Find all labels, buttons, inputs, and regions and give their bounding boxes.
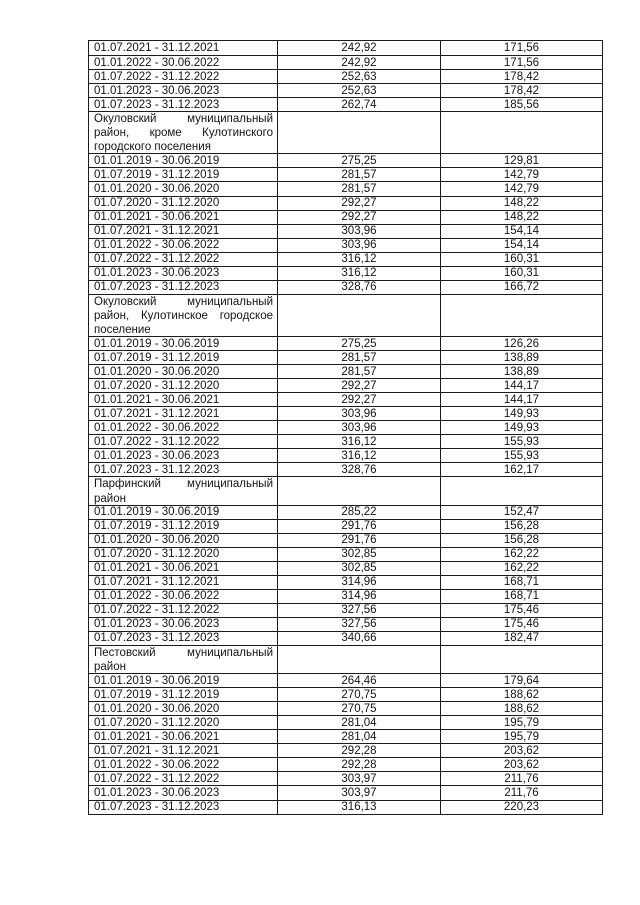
period-cell: 01.07.2023 - 31.12.2023 [89,632,278,645]
period-cell: 01.01.2023 - 30.06.2023 [89,786,278,799]
table-row [89,603,602,617]
column-3-value: 175,46 [503,618,540,631]
column-2-value: 281,57 [278,351,441,364]
column-3-value: 171,56 [503,42,540,55]
table-row [89,336,602,350]
column-2-value: 303,96 [278,225,441,238]
period-cell: 01.01.2022 - 30.06.2022 [89,590,278,603]
table-row [89,55,602,69]
period-cell: 01.07.2019 - 31.12.2019 [89,688,278,701]
table-row [89,392,602,406]
group-title-line: район [94,492,126,505]
table-row [89,238,602,252]
column-2-value: 292,27 [278,379,441,392]
period-cell: 01.01.2022 - 30.06.2022 [89,239,278,252]
column-2-value: 316,12 [278,267,441,280]
column-3-value: 142,79 [503,182,540,195]
group-header-row [89,645,602,673]
column-2-value: 303,96 [278,421,441,434]
column-3-value: 160,31 [503,253,540,266]
data-table [88,40,603,815]
period-cell: 01.07.2019 - 31.12.2019 [89,351,278,364]
table-row [89,97,602,111]
column-3-value: 155,93 [503,435,540,448]
table-row [89,448,602,462]
column-3-value: 156,28 [503,534,540,547]
column-2-value: 303,96 [278,407,441,420]
empty-cell [441,112,602,153]
table-row [89,196,602,210]
column-2-value: 262,74 [278,98,441,111]
group-title-line: район, Кулотинское городское [94,309,273,322]
column-3-value: 149,93 [503,407,540,420]
column-2-value: 292,28 [278,758,441,771]
column-2-value: 291,76 [278,534,441,547]
period-cell: 01.01.2023 - 30.06.2023 [89,84,278,97]
column-2-value: 281,04 [278,730,441,743]
column-2-value: 327,56 [278,604,441,617]
period-cell: 01.01.2023 - 30.06.2023 [89,618,278,631]
period-cell: 01.01.2022 - 30.06.2022 [89,421,278,434]
period-cell: 01.01.2022 - 30.06.2022 [89,56,278,69]
group-title-line: Окуловский муниципальный [94,295,273,308]
table-row [89,181,602,195]
table-row [89,533,602,547]
group-title-line: Пестовский муниципальный [94,647,273,660]
period-cell: 01.01.2019 - 30.06.2019 [89,506,278,519]
table-row [89,41,602,55]
column-3-value: 162,17 [503,463,540,476]
period-cell: 01.01.2020 - 30.06.2020 [89,365,278,378]
column-3-value: 155,93 [503,449,540,462]
empty-cell [278,646,441,673]
column-2-value: 270,75 [278,688,441,701]
column-3-value: 195,79 [503,716,540,729]
column-3-value: 168,71 [503,576,540,589]
column-3-value: 171,56 [503,56,540,69]
column-2-value: 275,25 [278,337,441,350]
column-2-value: 264,46 [278,674,441,687]
table-row [89,378,602,392]
column-2-value: 302,85 [278,562,441,575]
column-2-value: 275,25 [278,154,441,167]
column-2-value: 303,97 [278,772,441,785]
period-cell: 01.07.2021 - 31.12.2021 [89,41,278,55]
column-3-value: 138,89 [503,365,540,378]
column-2-value: 340,66 [278,632,441,645]
period-cell: 01.07.2021 - 31.12.2021 [89,576,278,589]
period-cell: 01.01.2021 - 30.06.2021 [89,562,278,575]
table-row [89,350,602,364]
column-2-value: 303,96 [278,239,441,252]
column-2-value: 292,27 [278,393,441,406]
column-3-value: 160,31 [503,267,540,280]
table-row [89,83,602,97]
column-3-value: 188,62 [503,688,540,701]
column-3-value: 156,28 [503,520,540,533]
column-3-value: 148,22 [503,211,540,224]
column-3-value: 144,17 [503,393,540,406]
column-2-value: 252,63 [278,84,441,97]
table-row [89,631,602,645]
group-title-line: район [94,661,126,674]
table-row [89,771,602,785]
table-row [89,505,602,519]
column-2-value: 242,92 [278,41,441,55]
table-row [89,729,602,743]
period-cell: 01.07.2020 - 31.12.2020 [89,716,278,729]
period-cell: 01.01.2019 - 30.06.2019 [89,674,278,687]
empty-cell [278,112,441,153]
period-cell: 01.07.2023 - 31.12.2023 [89,463,278,476]
period-cell: 01.07.2020 - 31.12.2020 [89,379,278,392]
table-row [89,785,602,799]
column-3-value: 175,46 [503,604,540,617]
column-2-value: 281,57 [278,168,441,181]
column-3-value: 179,64 [503,674,540,687]
period-cell: 01.01.2019 - 30.06.2019 [89,154,278,167]
column-3-value: 142,79 [503,168,540,181]
column-2-value: 270,75 [278,702,441,715]
column-3-value: 178,42 [503,84,540,97]
column-2-value: 281,57 [278,365,441,378]
table-row [89,167,602,181]
period-cell: 01.07.2020 - 31.12.2020 [89,197,278,210]
column-2-value: 316,12 [278,253,441,266]
column-2-value: 328,76 [278,463,441,476]
table-row [89,519,602,533]
table-row [89,280,602,294]
period-cell: 01.01.2019 - 30.06.2019 [89,337,278,350]
period-cell: 01.01.2021 - 30.06.2021 [89,393,278,406]
table-row [89,406,602,420]
column-2-value: 327,56 [278,618,441,631]
column-3-value: 138,89 [503,351,540,364]
group-title-cell [89,295,278,336]
period-cell: 01.07.2020 - 31.12.2020 [89,548,278,561]
group-title-line: городского поселения [94,141,211,154]
column-3-value: 195,79 [503,730,540,743]
column-3-value: 149,93 [503,421,540,434]
table-row [89,420,602,434]
table-row [89,589,602,603]
table-row [89,547,602,561]
column-2-value: 285,22 [278,506,441,519]
table-row [89,462,602,476]
column-2-value: 328,76 [278,281,441,294]
column-3-value: 211,76 [504,787,539,799]
column-2-value: 291,76 [278,520,441,533]
group-header-row [89,294,602,336]
period-cell: 01.01.2023 - 30.06.2023 [89,449,278,462]
table-row [89,617,602,631]
table-row [89,224,602,238]
column-3-value: 126,26 [503,337,540,350]
table-row [89,757,602,771]
column-3-value: 166,72 [503,281,540,294]
empty-cell [441,646,602,673]
empty-cell [441,477,602,504]
period-cell: 01.07.2019 - 31.12.2019 [89,168,278,181]
period-cell: 01.01.2022 - 30.06.2022 [89,758,278,771]
group-title-line: Окуловский муниципальный [94,113,273,126]
period-cell: 01.07.2019 - 31.12.2019 [89,520,278,533]
table-row [89,434,602,448]
period-cell: 01.07.2022 - 31.12.2022 [89,253,278,266]
column-3-value: 162,22 [503,562,540,575]
empty-cell [278,477,441,504]
column-2-value: 281,04 [278,716,441,729]
period-cell: 01.01.2020 - 30.06.2020 [89,702,278,715]
table-row [89,715,602,729]
column-3-value: 152,47 [503,506,540,519]
column-3-value: 188,62 [503,702,540,715]
column-3-value: 182,47 [503,632,540,645]
table-row [89,252,602,266]
column-2-value: 316,13 [278,801,441,814]
table-row [89,575,602,589]
column-3-value: 144,17 [503,379,540,392]
group-title-line: поселение [94,323,151,336]
column-2-value: 242,92 [278,56,441,69]
column-2-value: 302,85 [278,548,441,561]
table-row [89,701,602,715]
column-3-value: 129,81 [503,154,540,167]
period-cell: 01.01.2020 - 30.06.2020 [89,182,278,195]
table-row [89,69,602,83]
group-title-cell [89,646,278,673]
group-title-line: район, кроме Кулотинского [94,127,273,140]
column-3-value: 148,22 [503,197,540,210]
period-cell: 01.01.2020 - 30.06.2020 [89,534,278,547]
column-2-value: 281,57 [278,182,441,195]
column-3-value: 168,71 [503,590,540,603]
group-header-row [89,476,602,504]
column-3-value: 154,14 [503,225,540,238]
period-cell: 01.07.2021 - 31.12.2021 [89,225,278,238]
empty-cell [441,295,602,336]
group-title-cell [89,112,278,153]
column-3-value: 203,62 [503,744,540,757]
column-2-value: 252,63 [278,70,441,83]
column-2-value: 314,96 [278,590,441,603]
period-cell: 01.07.2022 - 31.12.2022 [89,604,278,617]
column-3-value: 220,23 [503,801,540,814]
period-cell: 01.01.2021 - 30.06.2021 [89,730,278,743]
period-cell: 01.01.2021 - 30.06.2021 [89,211,278,224]
table-row [89,673,602,687]
table-row [89,153,602,167]
column-2-value: 292,27 [278,197,441,210]
empty-cell [278,295,441,336]
column-2-value: 316,12 [278,435,441,448]
column-3-value: 203,62 [503,758,540,771]
column-2-value: 292,28 [278,744,441,757]
column-2-value: 292,27 [278,211,441,224]
column-3-value: 211,76 [504,772,539,785]
column-3-value: 185,56 [503,98,540,111]
period-cell: 01.07.2023 - 31.12.2023 [89,281,278,294]
table-row [89,743,602,757]
column-3-value: 162,22 [503,548,540,561]
period-cell: 01.07.2022 - 31.12.2022 [89,435,278,448]
period-cell: 01.07.2023 - 31.12.2023 [89,98,278,111]
period-cell: 01.07.2022 - 31.12.2022 [89,70,278,83]
period-cell: 01.01.2023 - 30.06.2023 [89,267,278,280]
group-title-cell [89,477,278,504]
column-2-value: 314,96 [278,576,441,589]
table-row [89,266,602,280]
column-3-value: 178,42 [503,70,540,83]
table-row [89,800,602,814]
period-cell: 01.07.2022 - 31.12.2022 [89,772,278,785]
table-row [89,364,602,378]
column-2-value: 316,12 [278,449,441,462]
table-row [89,210,602,224]
group-header-row [89,111,602,153]
period-cell: 01.07.2021 - 31.12.2021 [89,407,278,420]
table-row [89,561,602,575]
column-3-value: 154,14 [503,239,540,252]
table-row [89,687,602,701]
period-cell: 01.07.2021 - 31.12.2021 [89,744,278,757]
group-title-line: Парфинский муниципальный [94,478,273,491]
column-2-value: 303,97 [278,786,441,799]
period-cell: 01.07.2023 - 31.12.2023 [89,801,278,814]
